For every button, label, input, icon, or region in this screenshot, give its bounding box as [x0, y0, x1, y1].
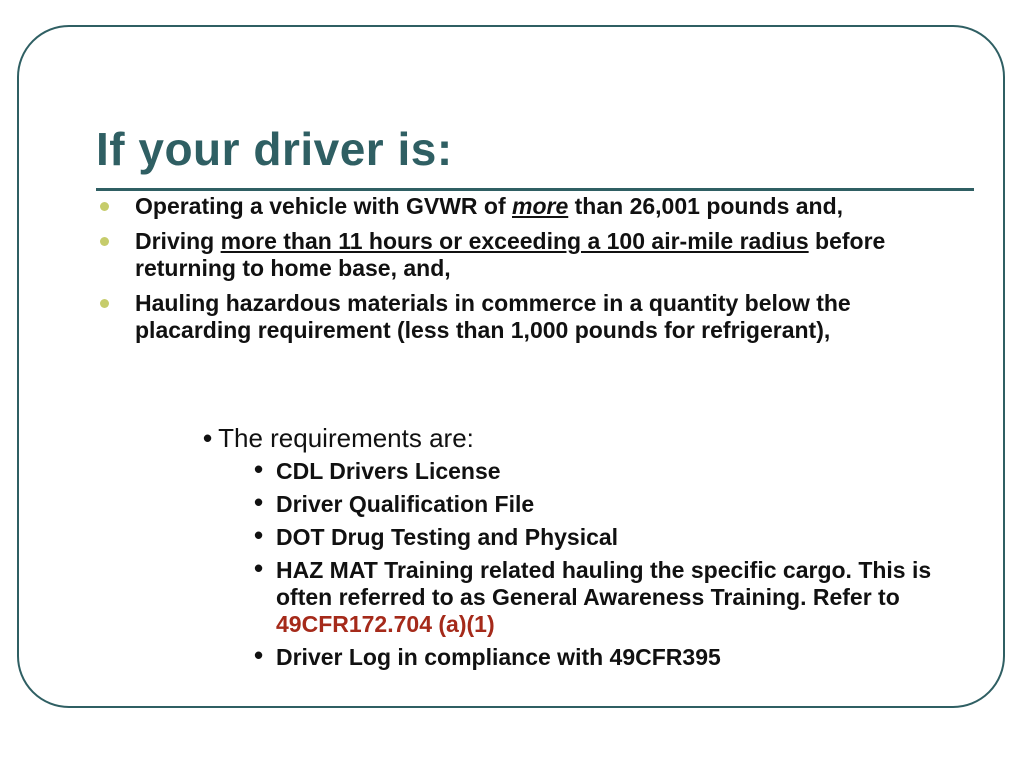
bullet-icon: • [203, 423, 213, 453]
condition-emphasis: more [512, 193, 569, 219]
bullet-icon: • [254, 553, 264, 583]
condition-item-driving [96, 228, 946, 282]
condition-item-gvwr [96, 193, 946, 220]
requirement-text: Driver Qualification File [276, 491, 535, 517]
requirement-item [252, 553, 942, 638]
condition-item-hazmat [96, 290, 946, 344]
requirement-text: Driver Log in compliance with 49CFR395 [276, 644, 721, 670]
condition-text: Operating a vehicle with GVWR of [135, 193, 512, 219]
bullet-icon [100, 299, 109, 308]
requirement-item [252, 487, 942, 518]
conditions-list [96, 193, 946, 352]
bullet-icon [100, 202, 109, 211]
requirement-item [252, 520, 942, 551]
condition-text: Hauling hazardous materials in commerce in a quantity below the placarding requirement (less than 1,000 pounds for refrigerant), [135, 290, 851, 343]
requirement-item [252, 640, 942, 671]
requirements-heading-text: The requirements are: [218, 423, 474, 453]
title-divider [96, 188, 974, 191]
bullet-icon: • [254, 487, 264, 517]
bullet-icon: • [254, 454, 264, 484]
requirement-text: DOT Drug Testing and Physical [276, 524, 619, 550]
requirements-list [252, 454, 942, 677]
cfr-reference-link[interactable]: 49CFR172.704 (a)(1) [276, 611, 495, 637]
bullet-icon [100, 237, 109, 246]
condition-emphasis: more than 11 hours or exceeding a 100 air-mile radius [220, 228, 809, 254]
requirement-item [252, 454, 942, 485]
slide-title: If your driver is: [96, 123, 453, 175]
bullet-icon: • [254, 640, 264, 670]
requirements-heading [203, 423, 474, 453]
requirement-text: HAZ MAT Training related hauling the specific cargo. This is often referred to as General Awareness Training. Refer to [276, 557, 932, 610]
bullet-icon: • [254, 520, 264, 550]
condition-text: before returning to home base, and, [135, 228, 886, 281]
condition-text: than 26,001 pounds and, [568, 193, 844, 219]
requirement-text: CDL Drivers License [276, 458, 501, 484]
condition-text: Driving [135, 228, 221, 254]
